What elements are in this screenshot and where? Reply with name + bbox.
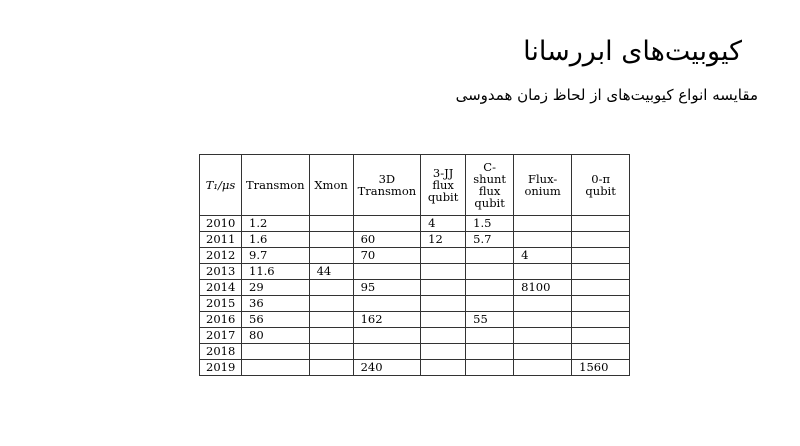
year-cell: 2015 <box>200 296 242 312</box>
table-cell <box>309 248 353 264</box>
year-cell: 2016 <box>200 312 242 328</box>
table-cell <box>309 312 353 328</box>
table-cell: 80 <box>242 328 310 344</box>
table-cell: 36 <box>242 296 310 312</box>
year-cell: 2010 <box>200 216 242 232</box>
table-cell <box>309 216 353 232</box>
table-cell <box>421 344 466 360</box>
table-cell <box>514 232 572 248</box>
table-cell <box>514 344 572 360</box>
table-cell <box>421 360 466 376</box>
table-row <box>200 328 630 344</box>
table-row <box>200 360 630 376</box>
table-cell <box>421 296 466 312</box>
table-cell: 1.2 <box>242 216 310 232</box>
table-cell <box>572 248 630 264</box>
header-cell-0pi: 0-π qubit <box>572 155 630 216</box>
table-cell: 56 <box>242 312 310 328</box>
table-cell <box>466 264 514 280</box>
table-cell <box>309 344 353 360</box>
year-cell: 2011 <box>200 232 242 248</box>
table-cell <box>514 264 572 280</box>
header-cell-xmon: Xmon <box>309 155 353 216</box>
table-cell: 60 <box>353 232 421 248</box>
table-cell <box>572 216 630 232</box>
table-header <box>200 155 630 216</box>
table-cell <box>421 248 466 264</box>
table-cell <box>572 344 630 360</box>
table-cell <box>309 232 353 248</box>
table-cell <box>466 280 514 296</box>
table-cell <box>353 264 421 280</box>
year-cell: 2014 <box>200 280 242 296</box>
table-cell <box>421 328 466 344</box>
header-cell-cshunt-flux: C-shunt flux qubit <box>466 155 514 216</box>
table-cell: 4 <box>421 216 466 232</box>
table-row <box>200 296 630 312</box>
table-cell <box>466 328 514 344</box>
table-cell: 1.5 <box>466 216 514 232</box>
table-row <box>200 312 630 328</box>
table-cell <box>353 328 421 344</box>
year-cell: 2017 <box>200 328 242 344</box>
table-cell <box>309 296 353 312</box>
table-cell <box>572 328 630 344</box>
table-cell <box>353 344 421 360</box>
header-cell-t1: T₁/μs <box>200 155 242 216</box>
coherence-time-table <box>199 154 630 376</box>
header-cell-transmon: Transmon <box>242 155 310 216</box>
year-cell: 2019 <box>200 360 242 376</box>
table-cell: 44 <box>309 264 353 280</box>
table-cell: 9.7 <box>242 248 310 264</box>
table-cell <box>421 280 466 296</box>
table-cell <box>572 312 630 328</box>
header-cell-3jj-flux: 3-JJ flux qubit <box>421 155 466 216</box>
table-cell <box>353 296 421 312</box>
header-cell-3d-transmon: 3D Transmon <box>353 155 421 216</box>
table-cell <box>421 312 466 328</box>
table-row <box>200 232 630 248</box>
table-cell <box>242 360 310 376</box>
table-cell <box>572 280 630 296</box>
table-cell: 240 <box>353 360 421 376</box>
table-cell <box>514 328 572 344</box>
table-cell <box>242 344 310 360</box>
table-cell <box>421 264 466 280</box>
header-cell-fluxonium: Flux-onium <box>514 155 572 216</box>
year-cell: 2013 <box>200 264 242 280</box>
table-cell <box>514 312 572 328</box>
table-row <box>200 280 630 296</box>
table-cell <box>466 360 514 376</box>
year-cell: 2018 <box>200 344 242 360</box>
year-cell: 2012 <box>200 248 242 264</box>
table-row <box>200 264 630 280</box>
table-row <box>200 248 630 264</box>
table-cell: 70 <box>353 248 421 264</box>
table-cell <box>514 216 572 232</box>
table-body <box>200 216 630 376</box>
table-cell <box>309 360 353 376</box>
table-row <box>200 344 630 360</box>
table-cell <box>572 232 630 248</box>
header-row <box>200 155 630 216</box>
table-cell <box>309 280 353 296</box>
table-cell <box>353 216 421 232</box>
slide-title: کیوبیت‌های ابررسانا <box>523 36 742 67</box>
table-cell: 8100 <box>514 280 572 296</box>
table-cell <box>572 264 630 280</box>
table-cell: 95 <box>353 280 421 296</box>
table-cell <box>466 248 514 264</box>
table-cell <box>572 296 630 312</box>
table-cell <box>514 296 572 312</box>
table-cell: 55 <box>466 312 514 328</box>
table-row <box>200 216 630 232</box>
table-cell <box>514 360 572 376</box>
table-cell: 1560 <box>572 360 630 376</box>
table-cell: 162 <box>353 312 421 328</box>
table-cell: 29 <box>242 280 310 296</box>
table-cell: 5.7 <box>466 232 514 248</box>
table-cell: 4 <box>514 248 572 264</box>
table-cell <box>466 344 514 360</box>
table-cell: 1.6 <box>242 232 310 248</box>
table-cell: 11.6 <box>242 264 310 280</box>
table-cell: 12 <box>421 232 466 248</box>
table-cell <box>309 328 353 344</box>
slide-subtitle: مقایسه انواع کیوبیت‌های از لحاظ زمان همدوسی <box>455 86 758 104</box>
table-cell <box>466 296 514 312</box>
